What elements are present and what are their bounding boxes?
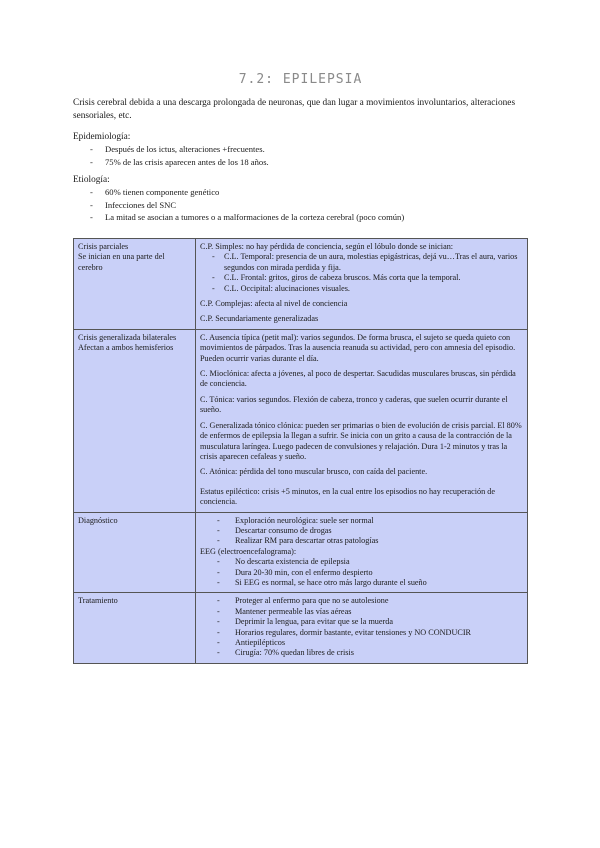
- row-sublabel: Se inician en una parte del cerebro: [78, 252, 165, 272]
- list-item: - Realizar RM para descartar otras patologías: [200, 536, 523, 546]
- intro-paragraph: Crisis cerebral debida a una descarga prolongada de neuronas, que dan lugar a movimientos involuntarios, alteraciones sensoriales, etc.: [73, 98, 516, 121]
- row-label: Crisis parciales: [78, 242, 129, 251]
- list-item: - C.L. Frontal: gritos, giros de cabeza bruscos. Más corta que la temporal.: [200, 273, 523, 283]
- row-label-cell: [74, 593, 196, 663]
- list-item: - Deprimir la lengua, para evitar que se la muerda: [200, 617, 523, 627]
- content-text: C.P. Complejas: afecta al nivel de conciencia: [200, 299, 348, 309]
- row-content-cell: [196, 239, 528, 330]
- list-item: - Antiepilépticos: [200, 638, 523, 648]
- table-row: [74, 239, 528, 330]
- etiologia-heading: Etiología:: [73, 175, 110, 185]
- page-title: 7.2: EPILEPSIA: [238, 72, 363, 87]
- row-content-cell: [196, 593, 528, 663]
- content-text: C. Generalizada tónico clónica: pueden ser primarias o bien de evolución de crisis parcial. El 80% de enfermos de epilepsia la llegan a sufrir. Se inicia con un grito a causa de la contracción de la musculatura laríngea. Luego padecen de convulsiones y relajación. Dura 1-2 minutos y tras la crisis aparecen cefaleas y sueño.: [200, 420, 522, 461]
- content-text: C. Atónica: pérdida del tono muscular brusco, con caída del paciente.: [200, 467, 428, 477]
- list-item: - Horarios regulares, dormir bastante, evitar tensiones y NO CONDUCIR: [200, 628, 523, 638]
- list-item: - Después de los ictus, alteraciones +frecuentes.: [73, 143, 528, 156]
- row-content-cell: [196, 329, 528, 512]
- etiologia-list: [73, 186, 528, 224]
- epidemiologia-section: [73, 131, 528, 168]
- content-text: C.P. Secundariamente generalizadas: [200, 314, 319, 324]
- list-item: - Infecciones del SNC: [73, 199, 528, 212]
- content-block: [200, 242, 523, 294]
- list-item: - Si EEG es normal, se hace otro más largo durante el sueño: [200, 578, 523, 588]
- list-item: - Mantener permeable las vías aéreas: [200, 607, 523, 617]
- table-row: [74, 512, 528, 593]
- epidemiologia-list: [73, 143, 528, 168]
- row-label: Crisis generalizada bilaterales: [78, 332, 177, 342]
- list-item: - La mitad se asocian a tumores o a malformaciones de la corteza cerebral (poco común): [73, 211, 528, 224]
- list-item: - C.L. Occipital: alucinaciones visuales.: [200, 284, 523, 294]
- content-text: EEG (electroencefalograma):: [200, 546, 297, 556]
- epidemiologia-heading: Epidemiología:: [73, 132, 131, 142]
- row-label-cell: [74, 239, 196, 330]
- sub-list: [200, 596, 523, 658]
- list-item: - No descarta existencia de epilepsia: [200, 557, 523, 567]
- content-text: C. Tónica: varios segundos. Flexión de cabeza, tronco y caderas, que suelen ocurrir durante el sueño.: [200, 394, 508, 415]
- list-item: - 60% tienen componente genético: [73, 186, 528, 199]
- list-item: - Proteger al enfermo para que no se autolesione: [200, 596, 523, 606]
- list-item: - Exploración neurológica: suele ser normal: [200, 516, 523, 526]
- row-label: Tratamiento: [78, 596, 118, 606]
- content-text: C. Ausencia típica (petit mal): varios segundos. De forma brusca, el sujeto se queda quieto con movimientos de párpados. Tras la ausencia reanuda su actividad, pero con amnesia del episodio. Pueden ocurrir varias durante el día.: [200, 332, 516, 363]
- sub-list: [200, 252, 523, 294]
- content-text: C. Mioclónica: afecta a jóvenes, al poco de despertar. Sacudidas musculares bruscas, sin pérdida de conciencia.: [200, 369, 516, 389]
- epilepsia-table: [73, 238, 528, 664]
- row-sublabel: Afectan a ambos hemisferios: [78, 343, 174, 353]
- list-item: - 75% de las crisis aparecen antes de los 18 años.: [73, 156, 528, 169]
- table-row: [74, 329, 528, 512]
- row-label: Diagnóstico: [78, 515, 118, 525]
- row-label-cell: [74, 329, 196, 512]
- sub-list: [200, 557, 523, 588]
- content-text: Estatus epiléctico: crisis +5 minutos, en la cual entre los episodios no hay recuperación de conciencia.: [200, 486, 495, 507]
- etiologia-section: [73, 174, 528, 224]
- content-text: C.P. Simples: no hay pérdida de conciencia, según el lóbulo donde se inician:: [200, 242, 454, 251]
- list-item: - Descartar consumo de drogas: [200, 526, 523, 536]
- list-item: - Cirugía: 70% quedan libres de crisis: [200, 648, 523, 658]
- list-item: - C.L. Temporal: presencia de un aura, molestias epigástricas, dejá vu…Tras el aura, varios segundos con mirada perdida y fija.: [200, 252, 523, 273]
- row-content-cell: [196, 512, 528, 593]
- list-item: - Dura 20-30 min, con el enfermo despierto: [200, 568, 523, 578]
- sub-list: [200, 516, 523, 547]
- table-row: [74, 593, 528, 663]
- row-label-cell: [74, 512, 196, 593]
